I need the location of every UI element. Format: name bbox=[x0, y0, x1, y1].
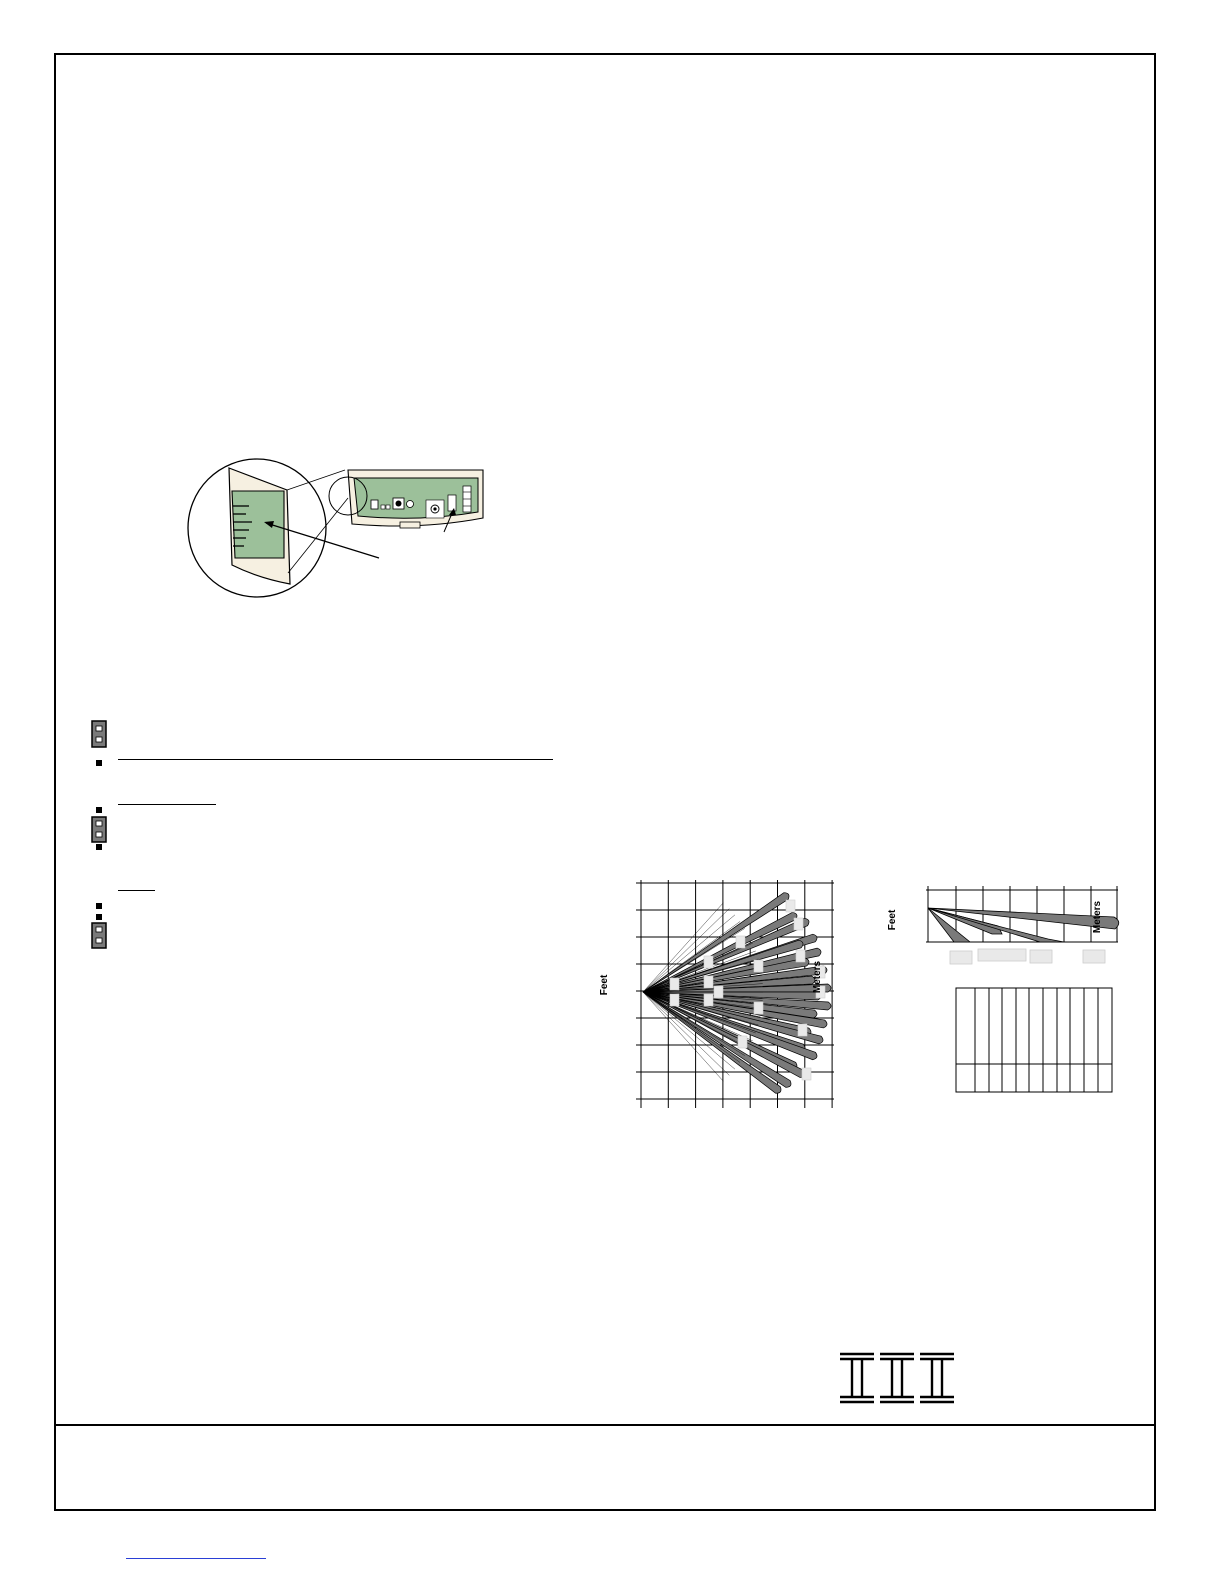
zone-tab bbox=[670, 978, 679, 990]
board-detail-illustration bbox=[180, 448, 490, 603]
coverage-left-axis-wrap bbox=[599, 965, 639, 1005]
jumper-middle-icon bbox=[90, 806, 110, 852]
side-left-axis-wrap bbox=[887, 900, 927, 940]
iti-logo bbox=[838, 1350, 958, 1406]
footer-link-underline[interactable] bbox=[126, 1558, 266, 1559]
zone-tab bbox=[704, 956, 713, 968]
footer-divider bbox=[54, 1424, 1156, 1426]
zone-tab bbox=[670, 994, 679, 1006]
side-left-axis-label: Feet bbox=[887, 909, 898, 931]
coverage-left-axis-label: Feet bbox=[599, 974, 610, 996]
empty-grid-table bbox=[952, 986, 1117, 1096]
zone-tab bbox=[754, 960, 763, 972]
coverage-right-axis-wrap bbox=[812, 952, 862, 1002]
table-border bbox=[956, 988, 1112, 1092]
zone-tab bbox=[704, 994, 713, 1006]
side-right-axis-label: Meters bbox=[1092, 900, 1103, 934]
zone-tab bbox=[796, 950, 805, 962]
logo-letter-i bbox=[880, 1354, 914, 1402]
zone-tab bbox=[798, 1024, 807, 1036]
page-border bbox=[54, 53, 1156, 1511]
option-rule-2 bbox=[118, 804, 216, 805]
zone-tab bbox=[738, 1036, 747, 1048]
jumper-low-icon bbox=[90, 902, 110, 950]
option-rule-3 bbox=[118, 890, 155, 891]
zone-tab bbox=[786, 900, 795, 912]
zone-tab bbox=[714, 986, 723, 998]
zone-tab bbox=[802, 1068, 811, 1080]
zone-tab bbox=[754, 1002, 763, 1014]
zone-tab bbox=[704, 976, 713, 988]
side-right-axis-wrap bbox=[1092, 892, 1142, 942]
option-rule-1 bbox=[118, 759, 553, 760]
zone-tab bbox=[736, 936, 745, 948]
coverage-right-axis-label: Meters bbox=[812, 960, 823, 994]
jumper-open-icon bbox=[90, 720, 110, 768]
logo-letter-i bbox=[840, 1354, 874, 1402]
logo-letter-i bbox=[920, 1354, 954, 1402]
zone-tab bbox=[794, 918, 803, 930]
